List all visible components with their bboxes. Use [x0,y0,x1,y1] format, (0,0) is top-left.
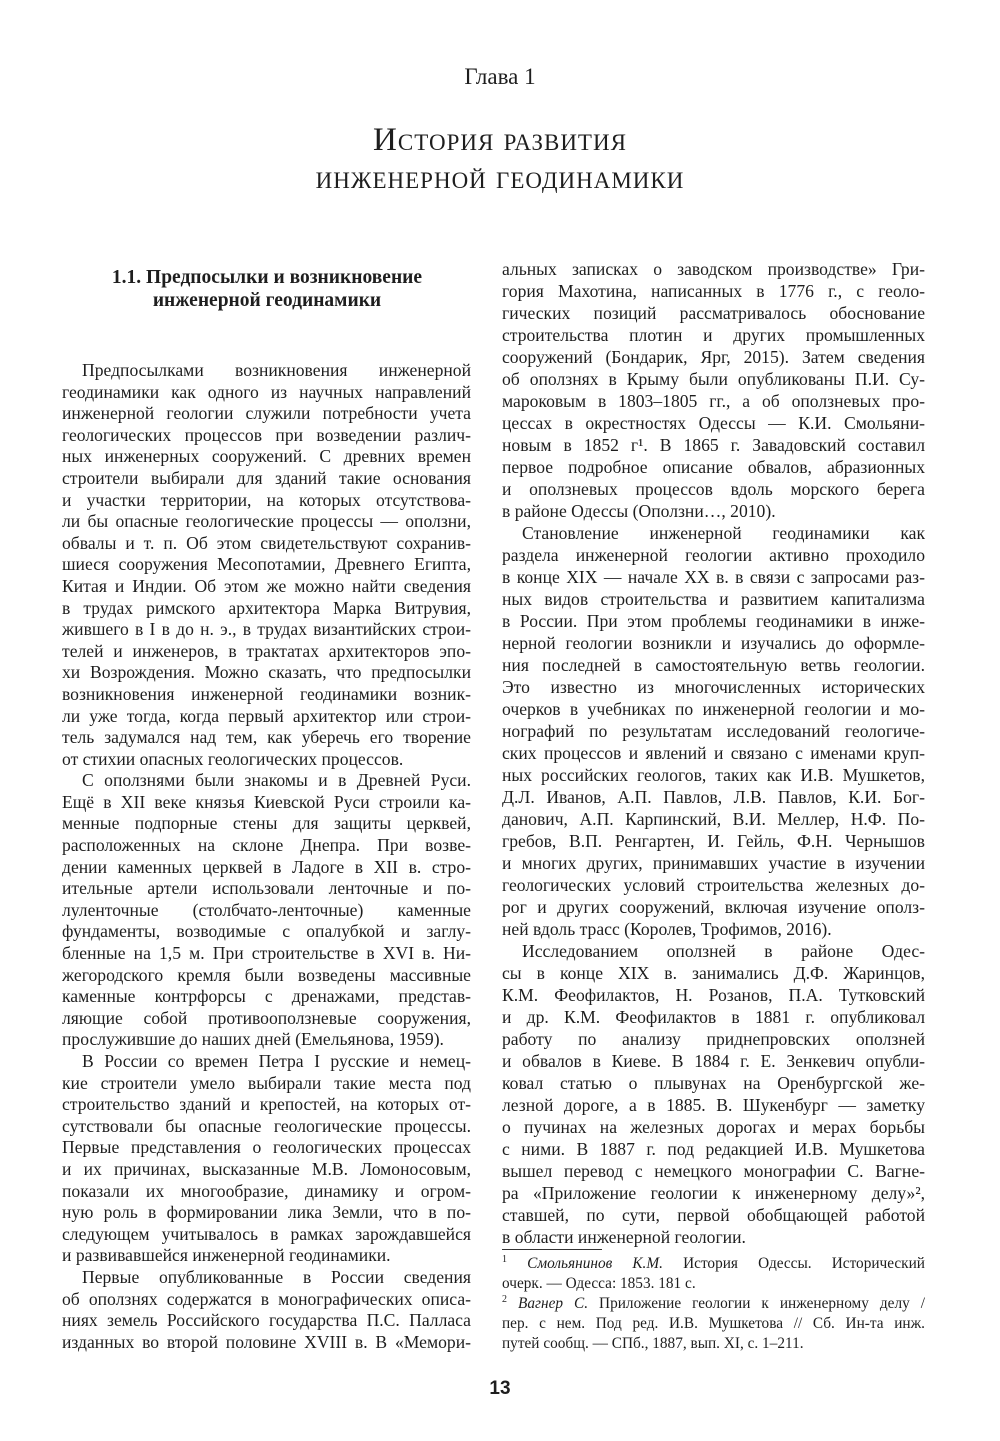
text-line: следующем учитывалось в рамках зарождавшейся [62,1223,471,1244]
text-line: с ними. В 1887 г. под редакцией И.В. Мушкетова [502,1139,925,1159]
footnote-line: пер. с нем. Под ред. И.В. Мушкетова // Сб. Ин-та инж. [502,1315,925,1332]
footnotes [502,1254,925,1354]
text-line: строители выбирали для зданий такие основания [62,467,471,488]
text-line: Это известно из многочисленных исторических [502,677,925,697]
text-line: ительные артели использовали ленточные и по- [62,878,471,899]
text-line: геологических процессов при возведении различ- [62,424,471,445]
text-line: гребов, В.П. Ренгартен, И. Гейль, Ф.Н. Чернышов [502,831,925,851]
paragraph [62,1051,471,1267]
text-line: работу по анализу приднепровских оползней [502,1029,925,1049]
paragraph [502,258,925,522]
text-line: фундаменты, возводимые с опалубкой и заглу- [62,921,471,942]
text-line: лезной дороге, а в 1885. В. Шукенбург — заметку [502,1095,925,1115]
text-line: нерной геологии возникли и изучались до оформле- [502,633,925,653]
text-line: мароковым в 1803–1805 гг., а об оползневых про- [502,391,925,411]
text-line: ниях земель Российского государства П.С. Палласа [62,1310,471,1331]
chapter-title-line-2: инженерной геодинамики [315,160,685,196]
text-line: ковал статью о плывунах на Оренбургской же- [502,1073,925,1093]
text-line: гических позиций рассматривалось обоснование [502,303,925,323]
footnote-mark: 2 [502,1293,507,1305]
text-line: и др. К.М. Феофилактов в 1881 г. опубликовал [502,1007,925,1027]
footnote [502,1294,925,1354]
text-line: С оползнями были знакомы и в Древней Руси. [82,770,471,791]
text-line: рог и других сооружений, включая изучение ополз- [502,897,925,917]
text-line: шиеся сооружения Месопотамии, Древнего Египта, [62,554,471,575]
text-line: о пучинах на железных дорогах и мерах борьбы [502,1117,925,1137]
footnote-text: Приложение геологии к инженерному делу / [588,1295,925,1312]
text-line: дении каменных церквей в Ладоге в XII в. стро- [62,856,471,877]
text-line: Становление инженерной геодинамики как [522,523,925,543]
text-line: в районе Одессы (Оползни…, 2010). [502,501,776,521]
paragraph [62,360,471,770]
paragraph [502,522,925,940]
text-line: ную роль в формировании лика Земли, что в по- [62,1202,471,1223]
text-line: строительство зданий и крепостей, на которых от- [62,1094,471,1115]
footnote-line [502,1294,925,1314]
text-line: К.М. Феофилактов, Н. Розанов, П.А. Тутковский [502,985,925,1005]
text-line: и участки территории, на которых отсутствова- [62,489,471,510]
text-line: инженерной геологии служили потребности учета [62,403,471,424]
text-line: об оползнях в Крыму были опубликованы П.И. Су- [502,369,925,389]
text-line: ставшей, по сути, первой обобщающей работой [502,1205,925,1225]
footnote-text: История Одессы. Исторический [662,1255,925,1272]
text-line: ли бы опасные геологические процессы — оползни, [62,511,471,532]
section-heading [62,266,472,312]
text-line: об оползнях содержатся в монографических описа- [62,1288,471,1309]
text-line: кие строители умело выбирали такие места под [62,1072,471,1093]
text-line: сооружений (Бондарик, Ярг, 2015). Затем сведения [502,347,925,367]
text-line: и многих других, принимавших участие в изучении [502,853,925,873]
text-line: менные подпорные стены для защиты церквей, [62,813,471,834]
text-line: от стихии опасных геологических процессов. [62,748,404,769]
text-line: в России. При этом проблемы геодинамики в инже- [502,611,925,631]
text-line: Первые представления о геологических процессах [62,1137,471,1158]
footnote-author: Смольянинов К.М. [527,1255,663,1272]
text-line: альных записках о заводском производстве» Гри- [502,259,925,279]
text-line: ляющие собой противооползневые сооружения, [62,1007,471,1028]
text-line: сы в конце XIX в. занимались Д.Ф. Жаринцов, [502,963,925,983]
text-line: и их причинах, высказанные М.В. Ломоносовым, [62,1158,471,1179]
text-line: геологических условий строительства железных до- [502,875,925,895]
text-line: очерков в учебниках по инженерной геологии и мо- [502,699,925,719]
text-line: каменные контрфорсы с дренажами, представ- [62,986,471,1007]
chapter-title-line-1: История развития [373,122,627,158]
text-line: нографий по результатам исследований геологиче- [502,721,925,741]
text-line: изданных во второй половине XVIII в. В «Мемори- [62,1331,471,1352]
right-column [502,258,925,1248]
text-line: гория Махотина, написанных в 1776 г., с геоло- [502,281,925,301]
left-column [62,360,471,1353]
text-line: ных российских геологов, таких как И.В. Мушкетов, [502,765,925,785]
text-line: и развивавшейся инженерной геодинамики. [62,1245,391,1266]
text-line: раздела инженерной геологии активно проходило [502,545,925,565]
footnote-line: очерк. — Одесса: 1853. 181 с. [502,1275,696,1292]
text-line: цессах в окрестностях Одессы — К.И. Смольяни- [502,413,925,433]
text-line: Д.Л. Иванов, А.П. Павлов, Л.В. Павлов, К.И. Бог- [502,787,925,807]
footnote-author: Вагнер С. [518,1295,589,1312]
text-line: и обвалов в Киеве. В 1884 г. Е. Зенкевич опубли- [502,1051,925,1071]
text-line: сутствовали бы опасные геологические процессы. [62,1115,471,1136]
text-line: ра «Приложение геологии к инженерному делу»², [502,1183,925,1203]
text-line: расположенных на склоне Днепра. При возве- [62,835,471,856]
text-line: жегородского кремля были возведены массивные [62,964,471,985]
text-line: и оползневых процессов вдоль морского берега [502,479,925,499]
text-line: в трудах римского архитектора Марка Витрувия, [62,597,471,618]
text-line: жившего в I в до н. э., в трудах византийских строи- [62,619,471,640]
text-line: бленные на 1,5 м. При строительстве в XVI в. Ни- [62,943,471,964]
chapter-label: Глава 1 [464,64,536,89]
text-line: в области инженерной геологии. [502,1227,746,1247]
text-line: данович, А.П. Карпинский, В.И. Меллер, Н.Ф. По- [502,809,925,829]
text-line: луленточные (столбчато-ленточные) каменные [62,899,471,920]
text-line: возникновения инженерной геодинамики возник- [62,683,471,704]
text-line: в конце XIX — начале XX в. в связи с запросами раз- [502,567,925,587]
footnote-line [502,1254,925,1274]
paragraph [62,770,471,1051]
text-line: Китая и Индии. Об этом же можно найти сведения [62,575,471,596]
text-line: ных видов строительства и развитием капитализма [502,589,925,609]
text-line: вышел перевод с немецкого монографии С. Вагне- [502,1161,925,1181]
text-line: хи Возрождения. Можно сказать, что предпосылки [62,662,471,683]
text-line: обвалы и т. п. Об этом свидетельствуют сохранив- [62,532,471,553]
text-line: Первые опубликованные в России сведения [82,1266,471,1287]
text-line: геодинамики как одного из научных направлений [62,381,471,402]
footnote-mark: 1 [502,1253,507,1265]
text-line: ли уже тогда, когда первый архитектор или строи- [62,705,471,726]
text-line: ния последней в самостоятельную ветвь геологии. [502,655,925,675]
text-line: строительства плотин и других промышленных [502,325,925,345]
page-number: 13 [489,1378,511,1399]
text-line: прослужившие до наших дней (Емельянова, 1959). [62,1029,444,1050]
text-line: новым в 1852 г¹. В 1865 г. Завадовский составил [502,435,925,455]
text-line: ских процессов и явлений и связано с именами круп- [502,743,925,763]
paragraph [62,1267,471,1353]
text-line: Ещё в XII веке князья Киевской Руси строили ка- [62,791,471,812]
section-heading-line: инженерной геодинамики [152,290,382,311]
footnote-divider [502,1249,602,1250]
text-line: В России со времен Петра I русские и немец- [82,1051,471,1071]
text-line: первое подробное описание обвалов, абразионных [502,457,925,477]
paragraph [502,940,925,1248]
footnote-line: путей сообщ. — СПб., 1887, вып. XI, с. 1–211. [502,1335,804,1352]
text-line: показали их многообразие, динамику и огром- [62,1180,471,1201]
footnote [502,1254,925,1294]
text-line: ней вдоль трасс (Королев, Трофимов, 2016). [502,919,832,939]
text-line: ных инженерных сооружений. С древних времен [62,446,471,467]
text-line: Исследованием оползней в районе Одес- [522,941,925,961]
text-line: тель задумался над тем, как уберечь его творение [62,727,471,748]
section-heading-line: 1.1. Предпосылки и возникновение [111,267,423,288]
text-line: Предпосылками возникновения инженерной [82,360,471,380]
text-line: телей и инженеров, в трактатах архитекторов эпо- [62,640,471,661]
